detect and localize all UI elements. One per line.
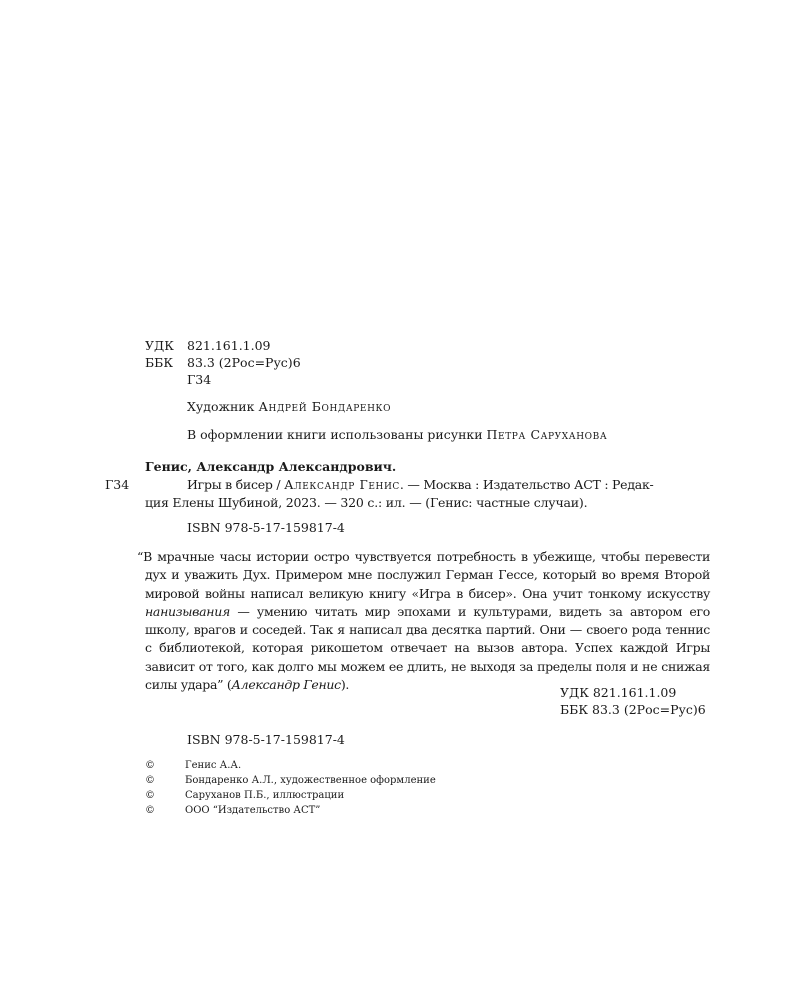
- bbk-value: 83.3 (2Рос=Рус)6: [187, 355, 301, 370]
- annotation-part-2: — умению читать мир эпохами и культурами, видеть за автором его школу, врагов и соседей. Так я написал два десятка партий. Они — своего рода теннис с библиотекой, которая рикошетом отвечает на вызов автора. Успех каждой Игры зависит от того, как долго мы можем ее длить, не выходя за пределы поля и не снижая силы удара” (: [145, 603, 710, 693]
- udk-label: УДК: [145, 338, 174, 353]
- copyright-text: ООО “Издательство АСТ”: [185, 805, 321, 816]
- udk-line: [145, 337, 271, 354]
- illustrations-name: Петра Саруханова: [486, 427, 608, 442]
- udk-value: 821.161.1.09: [187, 338, 271, 353]
- artist-name: Андрей Бондаренко: [258, 399, 392, 414]
- isbn-1: ISBN 978-5-17-159817-4: [187, 520, 345, 535]
- bib-title: Игры в бисер /: [187, 477, 285, 492]
- copyright-list: [0, 759, 800, 819]
- bib-heading: Генис, Александр Александрович.: [145, 459, 397, 474]
- bib-mark: Г34: [105, 477, 130, 492]
- copyright-text: Генис А.А.: [185, 760, 242, 771]
- bib-author: Александр Генис: [284, 477, 400, 492]
- copyright-text: Саруханов П.Б., иллюстрации: [185, 790, 345, 801]
- bbk-line: [145, 354, 301, 371]
- copyright-symbol: ©: [145, 805, 155, 816]
- bib-publisher: . — Москва : Издательство АСТ : Редак-: [399, 477, 654, 492]
- annotation: [137, 548, 710, 694]
- copyright-symbol: ©: [145, 775, 155, 786]
- bib-line-1: [187, 476, 654, 493]
- illustrations-prefix: В оформлении книги использованы рисунки: [187, 427, 483, 442]
- udk-right: УДК 821.161.1.09: [560, 685, 677, 700]
- artist-credit: [187, 398, 391, 415]
- copyright-symbol: ©: [145, 760, 155, 771]
- bbk-right: ББК 83.3 (2Рос=Рус)6: [560, 702, 706, 717]
- annotation-italic-1: нанизывания: [145, 603, 230, 619]
- bbk-label: ББК: [145, 355, 174, 370]
- copyright-symbol: ©: [145, 790, 155, 801]
- illustrations-credit: [187, 426, 607, 443]
- annotation-part-1: “В мрачные часы истории остро чувствуется потребность в убежище, чтобы перевести дух и уважить Дух. Примером мне послужил Герман Гессе, который во время Второй мировой войны написал великую книгу «Игра в бисер». Она учит тонкому искусству: [137, 549, 710, 601]
- isbn-2: ISBN 978-5-17-159817-4: [187, 732, 345, 747]
- copyright-text: Бондаренко А.Л., художественное оформление: [185, 775, 436, 786]
- author-mark: Г34: [187, 372, 212, 387]
- bib-line-2: ция Елены Шубиной, 2023. — 320 с.: ил. — (Генис: частные случаи).: [145, 495, 588, 510]
- annotation-italic-2: Александр Генис: [231, 677, 341, 693]
- annotation-part-3: ).: [340, 677, 350, 693]
- artist-prefix: Художник: [187, 399, 255, 414]
